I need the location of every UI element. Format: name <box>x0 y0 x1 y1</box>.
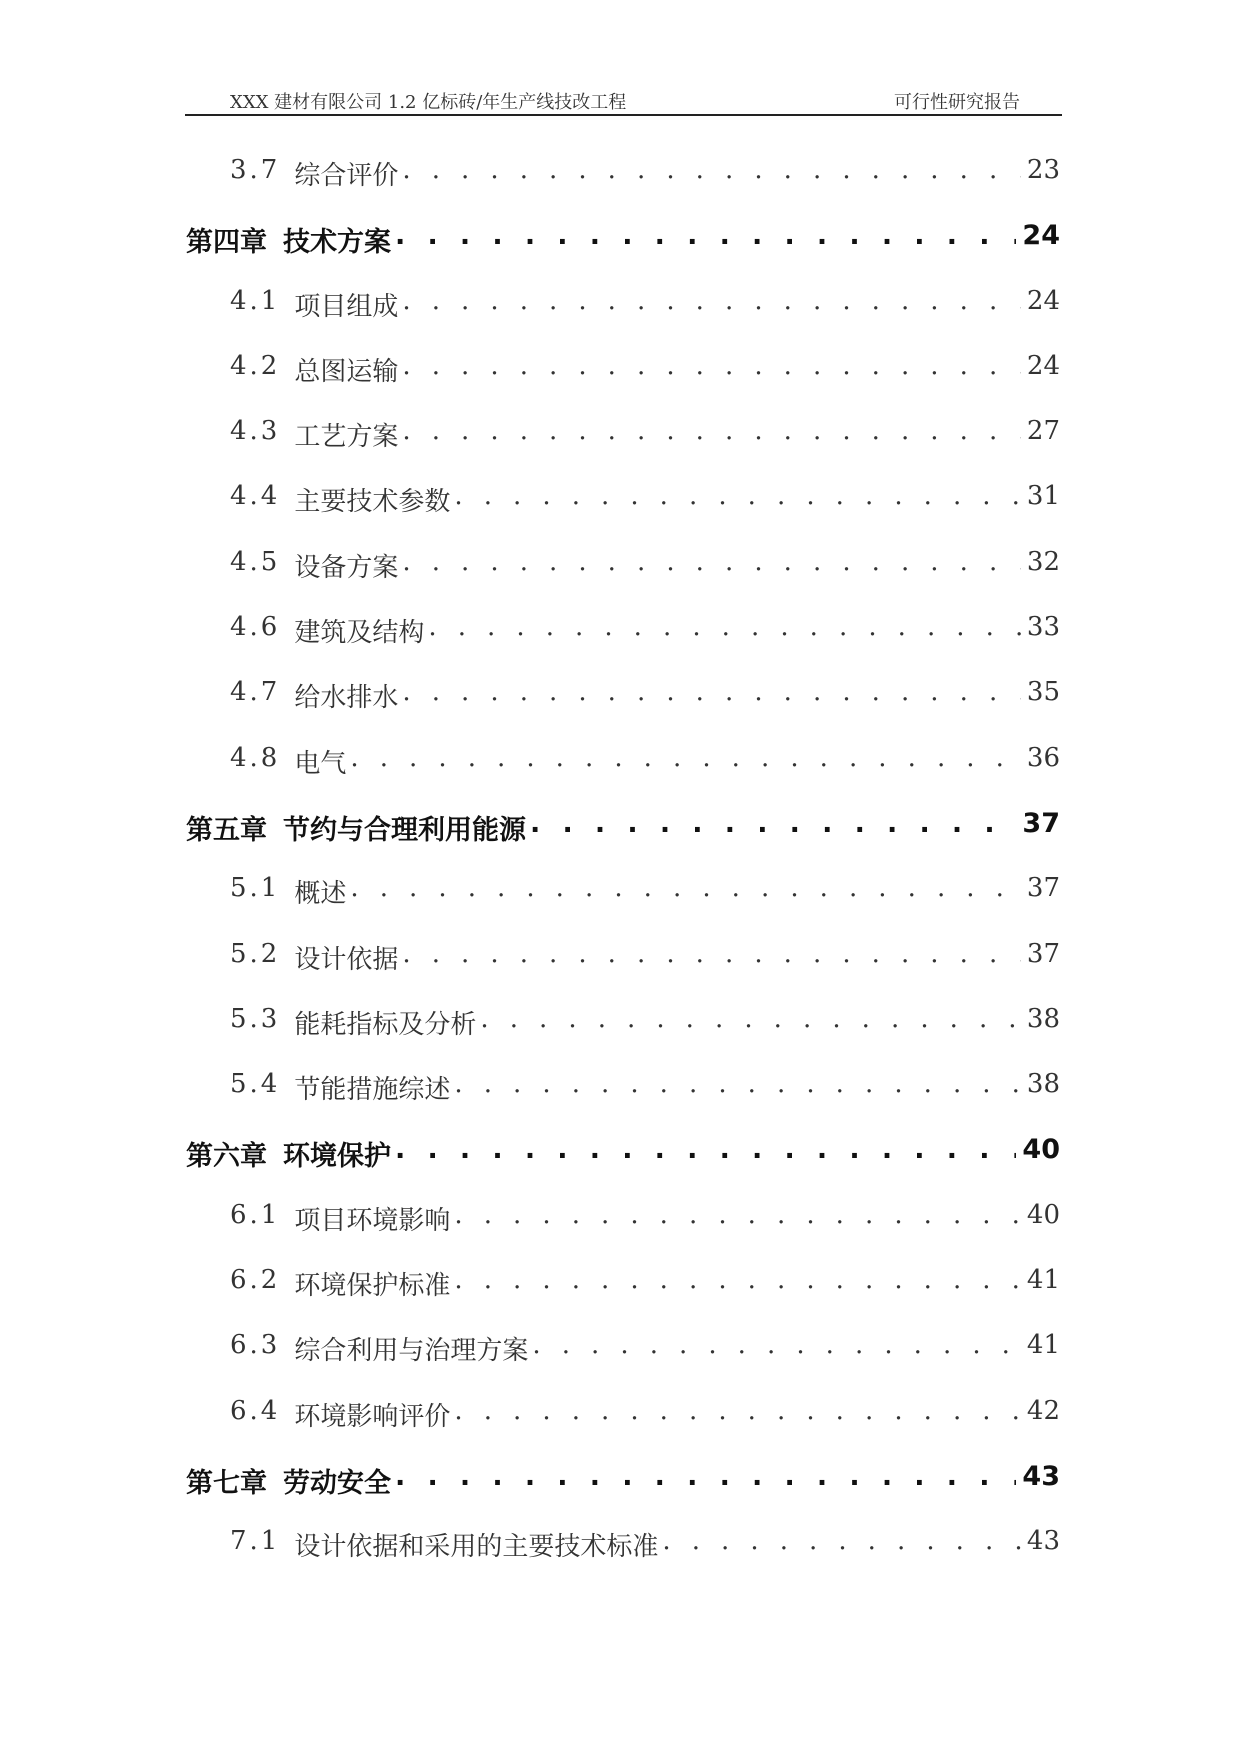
toc-entry-title: 能耗指标及分析 <box>294 1009 477 1040</box>
toc-entry-number: 4.3 <box>230 416 281 447</box>
toc-section-entry[interactable] <box>186 481 1060 546</box>
toc-entry-page-number: 24 <box>1026 350 1060 381</box>
toc-entry-title: 设计依据和采用的主要技术标准 <box>294 1532 659 1563</box>
table-of-contents <box>186 155 1060 1592</box>
toc-entry-page-number: 37 <box>1026 873 1060 904</box>
toc-section-entry[interactable] <box>186 155 1060 220</box>
toc-dot-leader <box>530 808 1016 839</box>
toc-entry-number: 第六章 <box>186 1141 267 1173</box>
toc-entry-page-number: 37 <box>1022 807 1060 839</box>
toc-section-entry[interactable] <box>186 677 1060 742</box>
toc-entry-title: 节约与合理利用能源 <box>283 814 526 846</box>
toc-dot-leader <box>402 677 1021 707</box>
header-report-type: 可行性研究报告 <box>894 92 1020 113</box>
toc-section-entry[interactable] <box>186 1526 1060 1591</box>
toc-entry-page-number: 41 <box>1026 1265 1060 1296</box>
toc-entry-title: 总图运输 <box>294 356 399 387</box>
toc-entry-page-number: 35 <box>1026 677 1060 708</box>
toc-entry-title: 给水排水 <box>294 683 399 714</box>
toc-entry-title: 综合利用与治理方案 <box>294 1336 529 1367</box>
toc-entry-title: 环境影响评价 <box>294 1401 451 1432</box>
toc-entry-page-number: 37 <box>1026 938 1060 969</box>
toc-entry-title: 环境保护标准 <box>294 1271 451 1302</box>
toc-section-entry[interactable] <box>186 612 1060 677</box>
toc-dot-leader <box>402 939 1021 969</box>
toc-entry-number: 5.4 <box>230 1069 281 1100</box>
toc-dot-leader <box>480 1004 1021 1034</box>
toc-dot-leader <box>395 1461 1016 1492</box>
toc-entry-number: 第四章 <box>186 227 267 259</box>
toc-entry-number: 4.6 <box>230 612 281 643</box>
toc-section-entry[interactable] <box>186 743 1060 808</box>
toc-section-entry[interactable] <box>186 547 1060 612</box>
toc-section-entry[interactable] <box>186 1265 1060 1330</box>
toc-entry-number: 4.5 <box>230 546 281 577</box>
toc-entry-title: 环境保护 <box>283 1141 391 1173</box>
toc-dot-leader <box>402 547 1021 577</box>
toc-entry-number: 6.4 <box>230 1395 281 1426</box>
toc-entry-page-number: 33 <box>1026 612 1060 643</box>
toc-section-entry[interactable] <box>186 286 1060 351</box>
toc-entry-number: 6.1 <box>230 1199 281 1230</box>
toc-section-entry[interactable] <box>186 1200 1060 1265</box>
toc-entry-title: 劳动安全 <box>283 1467 391 1499</box>
toc-entry-title: 设备方案 <box>294 552 399 583</box>
toc-entry-number: 第五章 <box>186 814 267 846</box>
toc-dot-leader <box>395 1134 1016 1165</box>
toc-entry-page-number: 32 <box>1026 546 1060 577</box>
toc-entry-page-number: 43 <box>1022 1460 1060 1492</box>
toc-entry-number: 4.8 <box>230 742 281 773</box>
toc-chapter-entry[interactable] <box>186 808 1060 873</box>
toc-entry-page-number: 41 <box>1026 1330 1060 1361</box>
toc-section-entry[interactable] <box>186 1004 1060 1069</box>
toc-entry-title: 节能措施综述 <box>294 1075 451 1106</box>
toc-section-entry[interactable] <box>186 416 1060 481</box>
toc-chapter-entry[interactable] <box>186 220 1060 285</box>
header-document-title: XXX 建材有限公司 1.2 亿标砖/年生产线技改工程 <box>230 92 627 113</box>
toc-section-entry[interactable] <box>186 1330 1060 1395</box>
toc-chapter-entry[interactable] <box>186 1461 1060 1526</box>
toc-entry-page-number: 40 <box>1026 1199 1060 1230</box>
toc-section-entry[interactable] <box>186 1396 1060 1461</box>
toc-dot-leader <box>402 351 1021 381</box>
toc-dot-leader <box>402 416 1021 446</box>
toc-entry-page-number: 38 <box>1026 1069 1060 1100</box>
toc-dot-leader <box>428 612 1021 642</box>
toc-entry-number: 第七章 <box>186 1467 267 1499</box>
toc-dot-leader <box>395 220 1016 251</box>
toc-entry-page-number: 24 <box>1026 285 1060 316</box>
toc-chapter-entry[interactable] <box>186 1134 1060 1199</box>
toc-entry-title: 工艺方案 <box>294 422 399 453</box>
toc-entry-number: 6.3 <box>230 1330 281 1361</box>
toc-entry-page-number: 36 <box>1026 742 1060 773</box>
toc-entry-page-number: 24 <box>1022 220 1060 252</box>
toc-dot-leader <box>402 155 1021 185</box>
toc-dot-leader <box>350 743 1021 773</box>
toc-section-entry[interactable] <box>186 1069 1060 1134</box>
toc-entry-number: 5.2 <box>230 938 281 969</box>
toc-entry-page-number: 27 <box>1026 416 1060 447</box>
toc-entry-number: 3.7 <box>230 155 281 185</box>
toc-entry-number: 4.7 <box>230 677 281 708</box>
toc-section-entry[interactable] <box>186 873 1060 938</box>
toc-entry-title: 项目组成 <box>294 291 399 322</box>
toc-entry-page-number: 42 <box>1026 1395 1060 1426</box>
toc-entry-title: 概述 <box>294 879 347 910</box>
toc-section-entry[interactable] <box>186 351 1060 416</box>
toc-entry-number: 4.2 <box>230 350 281 381</box>
toc-dot-leader <box>454 1069 1021 1099</box>
toc-section-entry[interactable] <box>186 939 1060 1004</box>
toc-dot-leader <box>454 481 1021 511</box>
toc-dot-leader <box>662 1526 1021 1556</box>
toc-entry-number: 4.4 <box>230 481 281 512</box>
toc-entry-title: 电气 <box>294 748 347 779</box>
toc-entry-page-number: 23 <box>1026 155 1060 185</box>
toc-dot-leader <box>402 286 1021 316</box>
toc-dot-leader <box>454 1200 1021 1230</box>
toc-dot-leader <box>454 1265 1021 1295</box>
toc-entry-number: 4.1 <box>230 285 281 316</box>
toc-entry-title: 综合评价 <box>294 161 399 191</box>
toc-entry-page-number: 38 <box>1026 1003 1060 1034</box>
toc-entry-number: 5.3 <box>230 1003 281 1034</box>
toc-entry-page-number: 43 <box>1026 1526 1060 1557</box>
toc-dot-leader <box>454 1396 1021 1426</box>
page-header <box>185 84 1062 116</box>
toc-entry-number: 5.1 <box>230 873 281 904</box>
toc-entry-number: 7.1 <box>230 1526 281 1557</box>
toc-entry-number: 6.2 <box>230 1265 281 1296</box>
toc-dot-leader <box>350 873 1021 903</box>
toc-entry-title: 建筑及结构 <box>294 618 425 649</box>
toc-dot-leader <box>532 1330 1021 1360</box>
toc-entry-title: 技术方案 <box>283 227 391 259</box>
toc-entry-title: 设计依据 <box>294 944 399 975</box>
toc-entry-page-number: 31 <box>1026 481 1060 512</box>
toc-entry-page-number: 40 <box>1022 1134 1060 1166</box>
toc-entry-title: 主要技术参数 <box>294 487 451 518</box>
toc-entry-title: 项目环境影响 <box>294 1205 451 1236</box>
